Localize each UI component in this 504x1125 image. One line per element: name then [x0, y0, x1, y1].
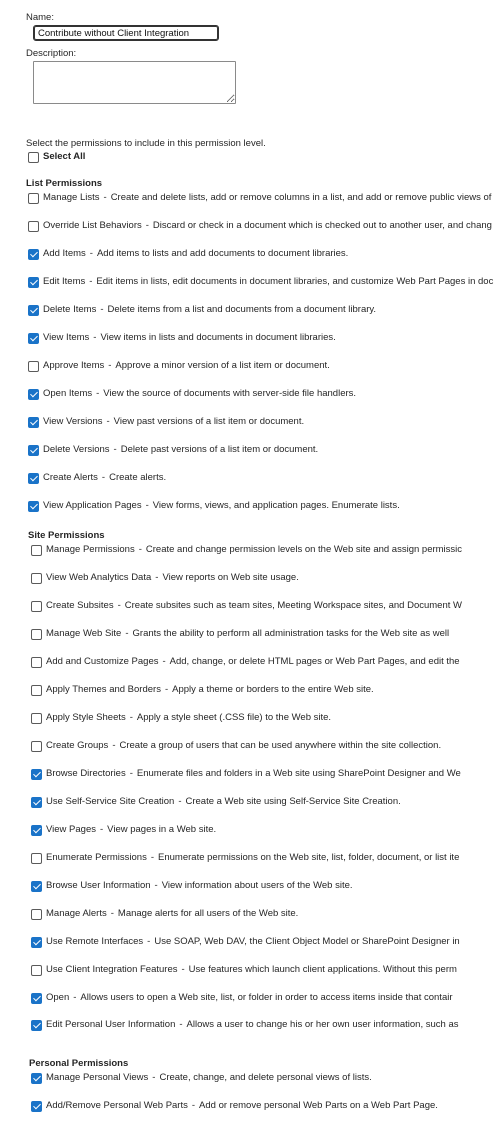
permission-name: Override List Behaviors — [43, 220, 142, 231]
select-all-label: Select All — [43, 151, 86, 162]
permission-checkbox-manage-personal-views[interactable] — [31, 1073, 42, 1084]
separator-dash: - — [150, 852, 155, 863]
permission-name: Open — [46, 992, 70, 1003]
permission-name: Use Self-Service Site Creation — [46, 796, 175, 807]
separator-dash: - — [154, 880, 158, 891]
separator-dash: - — [89, 248, 93, 259]
permission-text — [46, 740, 441, 751]
permission-checkbox-open-items[interactable] — [28, 389, 39, 400]
permission-checkbox-approve-items[interactable] — [28, 361, 39, 372]
separator-dash: - — [147, 936, 151, 947]
permission-checkbox-add-remove-personal-web-parts[interactable] — [31, 1101, 42, 1112]
permission-name: Manage Web Site — [46, 628, 122, 639]
permission-text — [46, 796, 401, 807]
permission-name: Enumerate Permissions — [46, 852, 147, 863]
permission-description: Allows a user to change his or her own user information, such as — [186, 1019, 459, 1030]
permission-description: Create alerts. — [109, 472, 167, 483]
permission-name: Approve Items — [43, 360, 105, 371]
permission-text — [46, 964, 457, 975]
permission-text — [46, 1072, 372, 1083]
permission-text — [46, 628, 449, 639]
permission-checkbox-use-self-service-site-creation[interactable] — [31, 797, 42, 808]
permission-description: Use features which launch client applications. Without this perm — [188, 964, 457, 975]
separator-dash: - — [178, 796, 182, 807]
permission-text — [46, 712, 331, 723]
description-textarea[interactable] — [33, 61, 236, 104]
permission-text — [46, 1100, 438, 1111]
permission-name: Edit Items — [43, 276, 86, 287]
permission-name: Manage Alerts — [46, 908, 107, 919]
permission-text — [43, 360, 330, 371]
section-title-list-permissions: List Permissions — [26, 178, 103, 189]
permission-description: Apply a theme or borders to the entire Web site. — [172, 684, 374, 695]
permission-description: Use SOAP, Web DAV, the Client Object Model or SharePoint Designer in — [154, 936, 460, 947]
name-label: Name: — [26, 12, 54, 23]
permission-text — [46, 908, 298, 919]
permission-text — [43, 192, 491, 203]
section-title-site-permissions: Site Permissions — [28, 530, 105, 541]
permission-checkbox-add-items[interactable] — [28, 249, 39, 260]
permission-text — [43, 220, 492, 231]
separator-dash: - — [129, 712, 133, 723]
separator-dash: - — [145, 500, 149, 511]
permission-description: Apply a style sheet (.CSS file) to the Web site. — [136, 712, 332, 723]
permission-name: Open Items — [43, 388, 93, 399]
permission-name: Edit Personal User Information — [46, 1019, 176, 1030]
separator-dash: - — [152, 1072, 156, 1083]
separator-dash: - — [110, 908, 114, 919]
permission-text — [43, 472, 166, 483]
permission-checkbox-manage-lists[interactable] — [28, 193, 39, 204]
permission-description: Create and delete lists, add or remove columns in a list, and add or remove public views of — [110, 192, 492, 203]
permission-name: Add and Customize Pages — [46, 656, 159, 667]
separator-dash: - — [106, 416, 110, 427]
permission-checkbox-view-versions[interactable] — [28, 417, 39, 428]
separator-dash: - — [101, 472, 106, 483]
permission-checkbox-browse-user-information[interactable] — [31, 881, 42, 892]
description-label: Description: — [26, 48, 77, 59]
permission-text — [46, 852, 459, 863]
permission-name: View Application Pages — [43, 500, 142, 511]
name-input[interactable] — [33, 25, 219, 41]
separator-dash: - — [108, 360, 112, 371]
permission-text — [43, 248, 348, 259]
permission-text — [46, 936, 460, 947]
permission-text — [46, 600, 462, 611]
permission-name: Use Remote Interfaces — [46, 936, 144, 947]
separator-dash: - — [117, 600, 121, 611]
permission-checkbox-delete-versions[interactable] — [28, 445, 39, 456]
permission-checkbox-manage-alerts[interactable] — [31, 909, 42, 920]
permission-description: View information about users of the Web site. — [161, 880, 353, 891]
separator-dash: - — [112, 740, 116, 751]
separator-dash: - — [138, 544, 142, 555]
permission-checkbox-create-groups[interactable] — [31, 741, 42, 752]
separator-dash: - — [191, 1100, 196, 1111]
permission-text — [43, 500, 400, 511]
separator-dash: - — [179, 1019, 183, 1030]
separator-dash: - — [155, 572, 159, 583]
permission-checkbox-view-application-pages[interactable] — [28, 501, 39, 512]
permission-description: Delete items from a list and documents from a document library. — [107, 304, 377, 315]
permission-description: Delete past versions of a list item or document. — [120, 444, 319, 455]
permission-checkbox-view-web-analytics-data[interactable] — [31, 573, 42, 584]
permission-description: Edit items in lists, edit documents in document libraries, and customize Web Part Pages in doc — [96, 276, 494, 287]
permission-name: View Versions — [43, 416, 103, 427]
permission-text — [46, 684, 374, 695]
permission-checkbox-create-alerts[interactable] — [28, 473, 39, 484]
permission-description: Create a group of users that can be used anywhere within the site collection. — [119, 740, 442, 751]
permission-checkbox-manage-permissions[interactable] — [31, 545, 42, 556]
permission-description: Approve a minor version of a list item or document. — [115, 360, 330, 371]
separator-dash: - — [145, 220, 149, 231]
permission-name: Add Items — [43, 248, 86, 259]
permission-name: Manage Lists — [43, 192, 100, 203]
permission-description: Enumerate files and folders in a Web site using SharePoint Designer and We — [136, 768, 461, 779]
permission-checkbox-apply-style-sheets[interactable] — [31, 713, 42, 724]
separator-dash: - — [100, 304, 104, 315]
permission-text — [46, 572, 299, 583]
permission-checkbox-apply-themes-and-borders[interactable] — [31, 685, 42, 696]
separator-dash: - — [125, 628, 129, 639]
permission-description: Add items to lists and add documents to document libraries. — [96, 248, 349, 259]
permission-text — [43, 276, 493, 287]
permission-name: Manage Personal Views — [46, 1072, 149, 1083]
permission-description: View past versions of a list item or document. — [113, 416, 305, 427]
permission-text — [43, 444, 318, 455]
permission-description: Add or remove personal Web Parts on a Web Part Page. — [199, 1100, 438, 1111]
permission-checkbox-delete-items[interactable] — [28, 305, 39, 316]
permission-checkbox-browse-directories[interactable] — [31, 769, 42, 780]
permission-name: View Items — [43, 332, 90, 343]
permission-checkbox-use-client-integration-features[interactable] — [31, 965, 42, 976]
permission-description: Create a Web site using Self-Service Site Creation. — [185, 796, 401, 807]
permissions-instructions: Select the permissions to include in this permission level. — [26, 138, 266, 149]
permission-description: Add, change, or delete HTML pages or Web Part Pages, and edit the — [169, 656, 460, 667]
permission-description: Create and change permission levels on the Web site and assign permissic — [145, 544, 463, 555]
permission-description: View forms, views, and application pages. Enumerate lists. — [152, 500, 400, 511]
permission-text — [46, 1019, 459, 1030]
permission-name: Apply Style Sheets — [46, 712, 126, 723]
permission-checkbox-create-subsites[interactable] — [31, 601, 42, 612]
permission-checkbox-edit-personal-user-information[interactable] — [31, 1020, 42, 1031]
permission-description: Create, change, and delete personal views of lists. — [159, 1072, 372, 1083]
permission-description: Enumerate permissions on the Web site, list, folder, document, or list ite — [158, 852, 460, 863]
permission-text — [43, 304, 376, 315]
permission-name: Delete Versions — [43, 444, 110, 455]
separator-dash: - — [89, 276, 93, 287]
permission-description: View items in lists and documents in document libraries. — [100, 332, 336, 343]
permission-checkbox-manage-web-site[interactable] — [31, 629, 42, 640]
separator-dash: - — [113, 444, 117, 455]
permission-description: Grants the ability to perform all administration tasks for the Web site as well — [132, 628, 450, 639]
separator-dash: - — [164, 684, 169, 695]
permission-text — [43, 416, 304, 427]
permission-name: Create Alerts — [43, 472, 98, 483]
permission-name: Apply Themes and Borders — [46, 684, 161, 695]
permission-name: Add/Remove Personal Web Parts — [46, 1100, 188, 1111]
permission-name: Manage Permissions — [46, 544, 135, 555]
permission-text — [46, 544, 462, 555]
permission-text — [43, 332, 336, 343]
permission-name: View Pages — [46, 824, 96, 835]
permission-checkbox-override-list-behaviors[interactable] — [28, 221, 39, 232]
permission-description: Manage alerts for all users of the Web site. — [117, 908, 299, 919]
select-all-checkbox[interactable] — [28, 152, 39, 163]
separator-dash: - — [181, 964, 185, 975]
permission-name: Create Groups — [46, 740, 109, 751]
separator-dash: - — [162, 656, 166, 667]
permission-text — [46, 824, 216, 835]
permission-description: View reports on Web site usage. — [162, 572, 299, 583]
permission-checkbox-view-pages[interactable] — [31, 825, 42, 836]
separator-dash: - — [96, 388, 100, 399]
permission-name: Browse User Information — [46, 880, 151, 891]
permission-name: Use Client Integration Features — [46, 964, 178, 975]
permission-name: View Web Analytics Data — [46, 572, 152, 583]
permission-name: Create Subsites — [46, 600, 114, 611]
permission-text — [46, 768, 461, 779]
permission-description: View the source of documents with server-side file handlers. — [103, 388, 357, 399]
permission-text — [46, 880, 353, 891]
permission-name: Delete Items — [43, 304, 97, 315]
permission-checkbox-use-remote-interfaces[interactable] — [31, 937, 42, 948]
permission-checkbox-add-and-customize-pages[interactable] — [31, 657, 42, 668]
permission-description: Allows users to open a Web site, list, or folder in order to access items inside that contair — [80, 992, 453, 1003]
permission-checkbox-view-items[interactable] — [28, 333, 39, 344]
permission-description: Discard or check in a document which is checked out to another user, and chang — [152, 220, 492, 231]
separator-dash: - — [93, 332, 97, 343]
permission-description: Create subsites such as team sites, Meeting Workspace sites, and Document W — [124, 600, 462, 611]
permission-text — [46, 992, 453, 1003]
section-title-personal-permissions: Personal Permissions — [29, 1058, 129, 1069]
separator-dash: - — [100, 824, 104, 835]
permission-text — [46, 656, 460, 667]
permission-checkbox-open[interactable] — [31, 993, 42, 1004]
permission-text — [43, 388, 356, 399]
permission-checkbox-enumerate-permissions[interactable] — [31, 853, 42, 864]
permission-name: Browse Directories — [46, 768, 126, 779]
permission-description: View pages in a Web site. — [107, 824, 217, 835]
permission-checkbox-edit-items[interactable] — [28, 277, 39, 288]
separator-dash: - — [73, 992, 77, 1003]
separator-dash: - — [129, 768, 133, 779]
separator-dash: - — [103, 192, 107, 203]
